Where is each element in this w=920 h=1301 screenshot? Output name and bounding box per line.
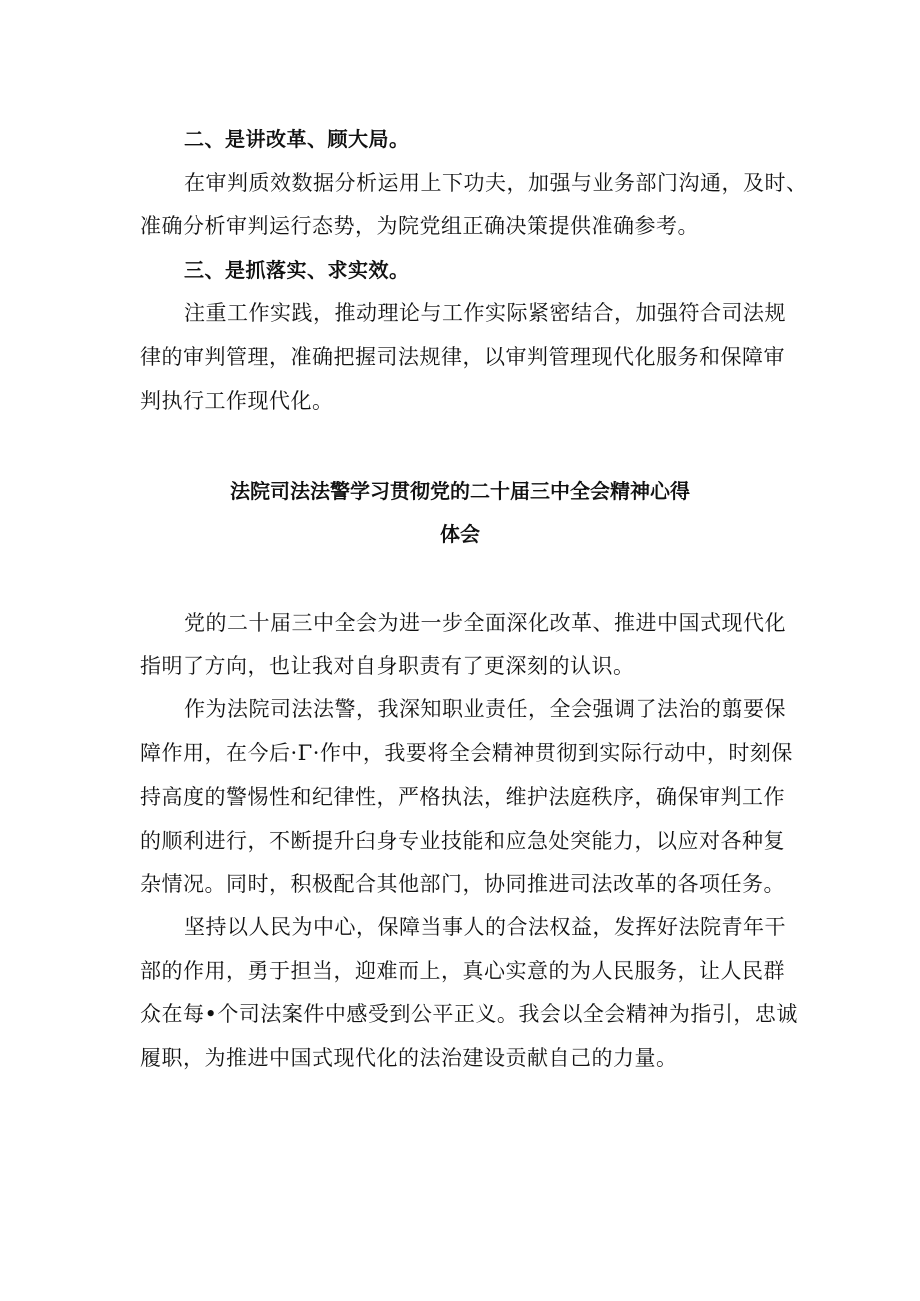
section-heading-3: 三、是抓落实、求实效。 — [184, 258, 410, 282]
paragraph-line: 律的审判管理，准确把握司法规律，以审判管理现代化服务和保障审 — [140, 345, 785, 369]
paragraph-line: 持高度的警惕性和纪律性，严格执法，维护法庭秩序，确保审判工作 — [140, 785, 785, 809]
paragraph-line: 履职，为推进中国式现代化的法治建设贡献自己的力量。 — [140, 1046, 678, 1070]
paragraph-line: 准确分析审判运行态势，为院党组正确决策提供准确参考。 — [140, 214, 699, 238]
paragraph-line: 部的作用，勇于担当，迎难而上，真心实意的为人民服务，让人民群 — [140, 959, 785, 983]
paragraph-line: 坚持以人民为中心，保障当事人的合法权益，发挥好法院青年干 — [184, 915, 786, 939]
paragraph-line: 判执行工作现代化。 — [140, 389, 334, 413]
paragraph-line: 党的二十届三中全会为进一步全面深化改革、推进中国式现代化 — [184, 611, 786, 635]
paragraph-line: 障作用，在今后·Γ·作中，我要将全会精神贯彻到实际行动中，时刻保 — [140, 741, 793, 765]
section-heading-2: 二、是讲改革、顾大局。 — [184, 127, 410, 151]
article-title: 法院司法法警学习贯彻党的二十届三中全会精神心得 — [230, 479, 690, 503]
article-title-continued: 体会 — [440, 522, 480, 546]
paragraph-line: 众在每•个司法案件中感受到公平正义。我会以全会精神为指引，忠诚 — [140, 1002, 798, 1026]
paragraph-line: 杂情况。同时，积极配合其他部门，协同推进司法改革的各项任务。 — [140, 872, 785, 896]
paragraph-line: 指明了方向，也让我对自身职责有了更深刻的认识。 — [140, 654, 635, 678]
paragraph-line: 注重工作实践，推动理论与工作实际紧密结合，加强符合司法规 — [184, 301, 786, 325]
paragraph-line: 的顺利进行，不断提升臼身专业技能和应急处突能力，以应对各种复 — [140, 829, 785, 853]
paragraph-line: 在审判质效数据分析运用上下功夫，加强与业务部门沟通，及时、 — [184, 171, 808, 195]
paragraph-line: 作为法院司法法警，我深知职业责任，全会强调了法治的翦要保 — [184, 697, 786, 721]
